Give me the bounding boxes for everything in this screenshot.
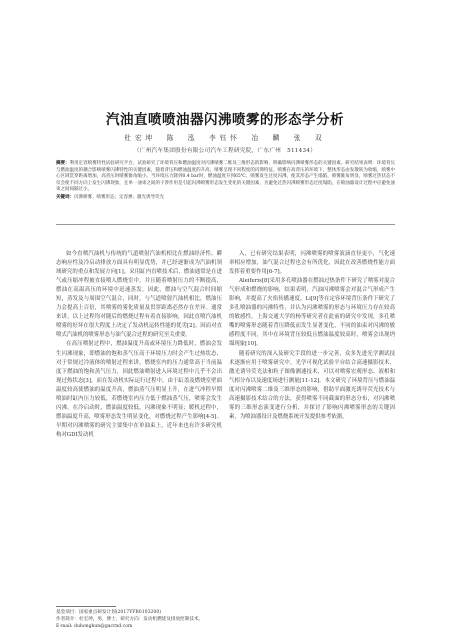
abstract-block [56,161,395,202]
abstract-text: 利用定容喷雾特性试验研究平台，试验研究了环境背压和燃油温度对闪沸喷雾二维及三维形态的影响，明确影响闪沸喷雾形态的关键因素。研究结果表明：环境背压与燃油温度的耦合影响喷雾闪沸特性的关键因素，随着背压和燃油温度的升高，喷雾呈现不同程度的闪沸特征。喷雾在高背压的环境下，整体形态由发散转为收缩，喷雾中心区域贯穿距离增加，高背压时喷雾锥角缩小。当环境压力降到0.4 bar时，燃油温度升到65℃，喷雾发生过度闪沸，使其形态产生塌陷，喷雾锥角明显，喷雾过热状态不仅会使不同方向上发生闪沸现象，且单一油束之间的干涉作用是引起闪沸喷雾形态发生变化的关键因素，为避免过热闪沸喷雾形态过度塌陷，在喷油器设计过程中应避免油束之间间隔过小。 [56,161,395,193]
footnote-email: E-mail: duhongkun@gacrnd.com [56,624,133,630]
abstract-label: 摘要： [56,161,70,166]
abstract [56,161,395,194]
paper-title: 汽油直喷喷油器闪沸喷雾的形态学分析 [106,112,344,128]
paper-authors: 杜宏坤 陈 泓 李钰怀 冶 麟 张 双 [124,134,326,142]
paragraph: 在高压喷射过程中，燃油温度升高或环境压力降低时，燃油会发生闪沸现象，即燃油的饱和蒸气压高于环境压力时会产生过热状态，对于常规过冷液体的喷射过程来讲，燃烧室内的压力通常高于当前温度下燃油的饱和蒸气压力，因此燃油喷射进入环境过程中几乎不会出现过热状态[3]。而在发动机实际运行过程中，由于缸盖及燃烧室壁面温度较高使燃油的温度升高，燃油蒸气压明显上升，在进气冲程早期喷油时缸内压力较低，若燃烧室内压力低于燃油蒸气压，喷雾会发生闪沸。在冷启动时，燃油温度较低，闪沸现象不明显；暖机过程中，燃油温度升高，喷雾形态发生明显变化，对燃烧过程产生影响[4-5]。早期对闪沸喷雾的研究主要集中在单油束上，近年来也有许多研究机构对GDI发动机 [56,341,222,438]
footnote-author: 作者简介：杜宏坤，男，博士，研究方向：发动机燃烧及排放控制技术。 [56,617,204,623]
paragraph: 入，已有研究结果表明，闪沸喷雾的喷雾液滴直径更小，气化速率相应增加，油气混合过程也会有所优化，因此在改善燃烧性能方面发挥着重要作用[6-7]。 [229,251,395,276]
body-column-right [229,250,395,422]
paragraph: 如今直喷汽油机与传统的气道喷射汽油机相比在燃油经济性、瞬态响应性及冷启动排放方面具有明显优势，并已经逐渐成为汽油机领域研究的重点和发展方向[1]。采用缸内直喷技术后，燃油通常是在进气或压缩冲程被直接喷入燃烧室中，并且随着喷射压力的不断提高，燃油在高温高压的环境中迅速蒸发。因此，燃油与空气混合时间缩短，蒸发及与周围空气混合，同时，与气道喷射汽油机相比，燃油压力会提高上百倍，其喷雾的雾化质量及贯穿距离必然存在差异。通常来讲，以上过程均对随后的燃烧过程有着直接影响，因此直喷汽油机喷雾的好坏在很大程度上决定了发动机运转性能的优劣[2]。因而对直喷式汽油机的喷雾形态与油气混合过程的研究至关重要。 [56,251,222,339]
footnote-fund: 基金项目：国家重点研发计划(2017YFB0103200) [56,610,162,615]
paper-affiliation: （广州汽车集团股份有限公司汽车工程研究院，广东广州 511434） [133,148,317,154]
keywords-label: 关键词： [56,194,74,200]
keywords [56,195,395,202]
keywords-text: 闪沸喷雾；喷雾形态；定容弹；激光诱导荧光 [74,194,164,200]
paragraph: Aleiferis[8]采用多孔喷油器在燃油过热条件下研究了喷雾对混合气形成和燃烧的影响，结果表明，汽油闪沸喷雾会对混合气形成产生影响，并提高了火焰传播速度。Li[9]等在定容环境背压条件下研究了多孔喷油器的闪沸特性，并认为闪沸喷雾的形态与环境压力存在较高的敏感性。上海交通大学的杨等研究者在此前的研究中发现，多孔喷嘴的喷雾形态随着背压降低而发生显著变化，不同的油束对闪沸的敏感程度不同，其中在环境背压较低且燃油温度较高时，喷雾会出现坍塌现象[10]。 [229,278,395,348]
body-column-left [56,250,222,440]
footnotes [56,609,395,631]
header-divider [56,224,395,225]
paragraph: 随着研究的深入及研究手段的进一步完善，众多先进光学测试技术逐渐应用于喷雾研究中。光学可视化试验平台结合高速摄影技术、激光诱导荧光法和粒子图像测速技术，可以对喷雾宏观形态、液相和气相分布以及速度场进行测量[11-12]。本文研究了环境背压与燃油温度对闪沸喷雾二维及三维形态的影响，借助平面激光诱导荧光技术与高速摄影技术结合的方法，获得喷雾不同截面的形态分布，对闪沸喷雾的三维形态演变进行分析，并探讨了影响闪沸喷雾形态的关键因素，为喷油器设计及燃烧系统开发提供参考依据。 [229,350,395,420]
footnote-divider [56,606,116,607]
